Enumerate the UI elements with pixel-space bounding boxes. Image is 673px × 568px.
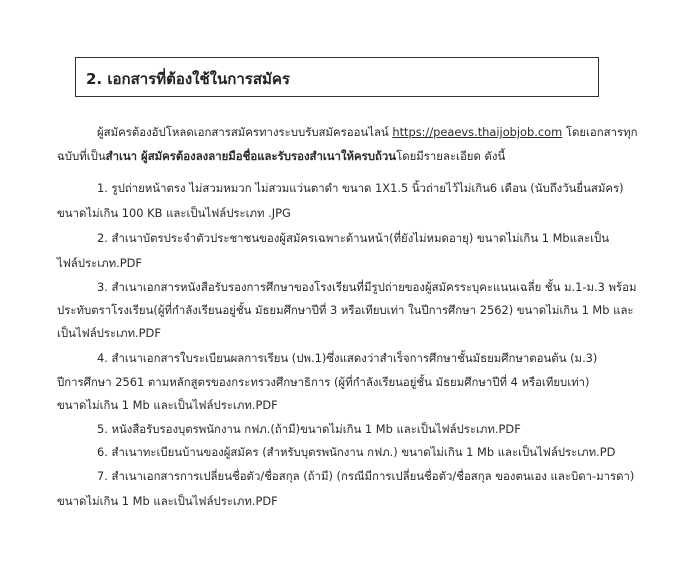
intro-text-post: โดยเอกสารทุก <box>562 125 638 139</box>
item-2-line-2: ไฟล์ประเภท.PDF <box>57 256 142 270</box>
item-1-line-2: ขนาดไม่เกิน 100 KB และเป็นไฟล์ประเภท .JPG <box>57 206 291 220</box>
item-3-line-3: เป็นไฟล์ประเภท.PDF <box>57 326 161 340</box>
intro-line-2 <box>57 148 505 164</box>
item-3-line-2: ประทับตราโรงเรียน(ผู้ที่กำลังเรียนอยู่ชั้น มัธยมศึกษาปีที่ 3 หรือเทียบเท่า ในปีการศึกษา 2562) ขนาดไม่เกิน 1 Mb และ <box>57 303 634 317</box>
item-7-line-2: ขนาดไม่เกิน 1 Mb และเป็นไฟล์ประเภท.PDF <box>57 494 278 508</box>
intro-text-pre-2: ฉบับที่เป็น <box>57 149 106 163</box>
section-title: 2. เอกสารที่ต้องใช้ในการสมัคร <box>86 70 290 88</box>
item-2-line-1: 2. สำเนาบัตรประจำตัวประชาชนของผู้สมัครเฉพาะด้านหน้า(ที่ยังไม่หมดอายุ) ขนาดไม่เกิน 1 Mbและเป็น <box>97 231 609 245</box>
item-4-line-1: 4. สำเนาเอกสารใบระเบียนผลการเรียน (ปพ.1)ซึ่งแสดงว่าสำเร็จการศึกษาชั้นมัธยมศึกษาตอนต้น (ม.3) <box>97 351 598 365</box>
intro-line-1 <box>97 124 638 140</box>
item-3-line-1: 3. สำเนาเอกสารหนังสือรับรองการศึกษาของโรงเรียนที่มีรูปถ่ายของผู้สมัครระบุคะแนนเฉลี่ย ชั้น ม.1-ม.3 พร้อม <box>97 280 637 294</box>
intro-bold-instruction: สำเนา ผู้สมัครต้องลงลายมือชื่อและรับรองสำเนาให้ครบถ้วน <box>105 149 397 163</box>
intro-text-post-2: โดยมีรายละเอียด ดังนี้ <box>396 149 506 163</box>
item-6-line-1: 6. สำเนาทะเบียนบ้านของผู้สมัคร (สำหรับบุตรพนักงาน กฟภ.) ขนาดไม่เกิน 1 Mb และเป็นไฟล์ประเภท.PD <box>97 445 616 459</box>
section-header-box <box>75 57 599 97</box>
item-5-line-1: 5. หนังสือรับรองบุตรพนักงาน กฟภ.(ถ้ามี)ขนาดไม่เกิน 1 Mb และเป็นไฟล์ประเภท.PDF <box>97 422 521 436</box>
application-link[interactable]: https://peaevs.thaijobjob.com <box>392 125 563 139</box>
item-1-line-1: 1. รูปถ่ายหน้าตรง ไม่สวมหมวก ไม่สวมแว่นตาดำ ขนาด 1X1.5 นิ้วถ่ายไว้ไม่เกิน6 เดือน (นับถึงวันยื่นสมัคร) <box>97 181 624 195</box>
item-7-line-1: 7. สำเนาเอกสารการเปลี่ยนชื่อตัว/ชื่อสกุล (ถ้ามี) (กรณีมีการเปลี่ยนชื่อตัว/ชื่อสกุล ของตนเอง และบิดา-มารดา) <box>97 469 635 483</box>
item-4-line-3: ขนาดไม่เกิน 1 Mb และเป็นไฟล์ประเภท.PDF <box>57 398 278 412</box>
intro-text-pre: ผู้สมัครต้องอัปโหลดเอกสารสมัครทางระบบรับสมัครออนไลน์ <box>97 125 393 139</box>
item-4-line-2: ปีการศึกษา 2561 ตามหลักสูตรของกระทรวงศึกษาธิการ (ผู้ที่กำลังเรียนอยู่ชั้น มัธยมศึกษาปีที่ 4 หรือเทียบเท่า) <box>57 375 590 389</box>
